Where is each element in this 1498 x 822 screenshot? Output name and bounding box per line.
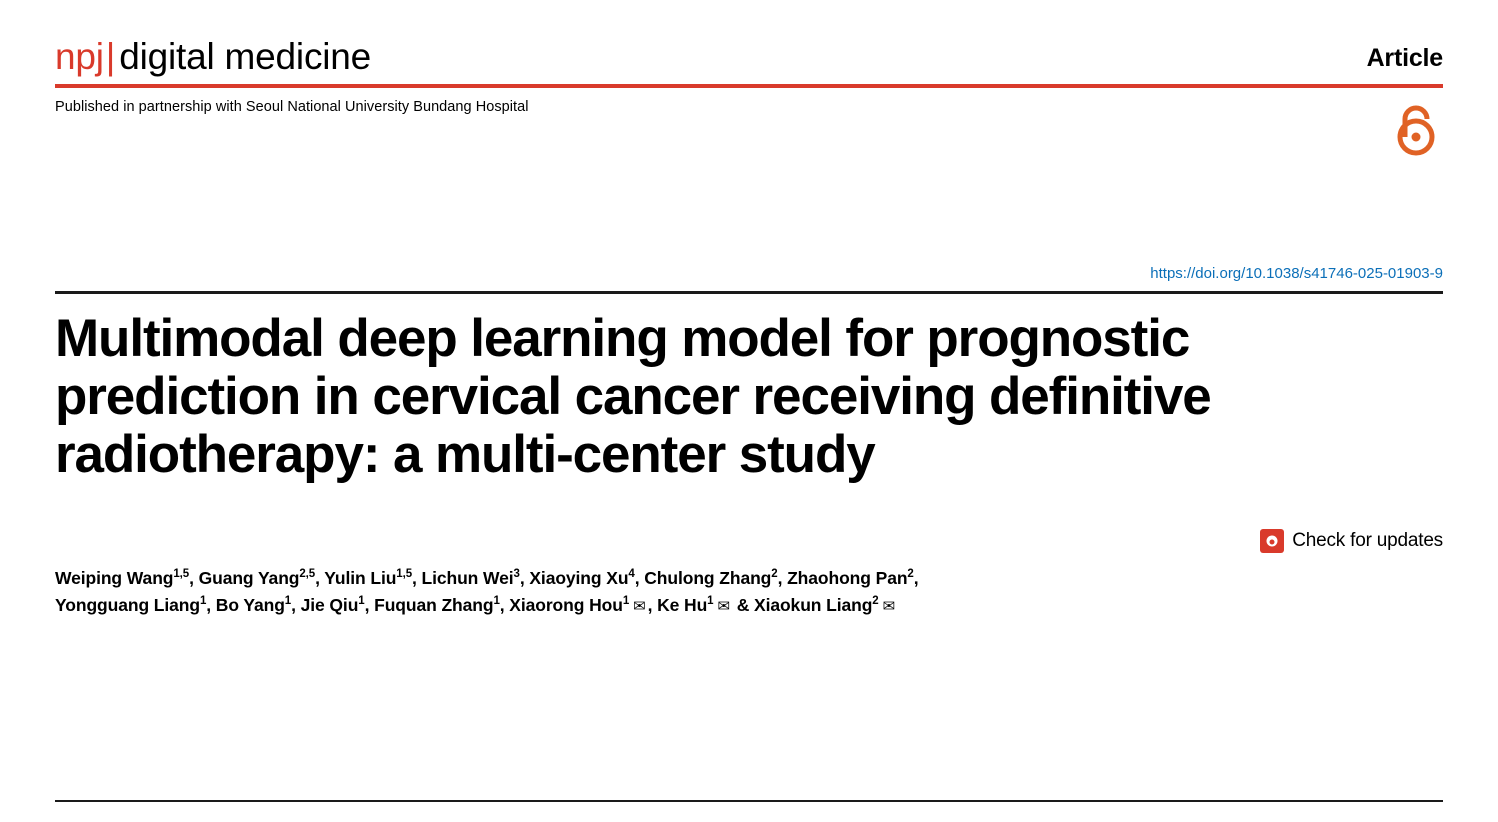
author-name: Bo Yang$^1$ [215, 595, 292, 616]
masthead [55, 0, 1443, 75]
author-affiliation-marker: 1 [358, 595, 365, 608]
author-line-2: Yongguang Liang$^1$, Bo Yang$^1$, Jie Qiu$^1$, Fuquan Zhang$^1$, Xiaorong Hou$^1$ ✉ , Ke Hu$^1$ ✉ & Xiaokun Liang$^2$ ✉ [55, 595, 896, 616]
author-name: Guang Yang$^{2,5}$ [198, 568, 316, 589]
doi-row [55, 265, 1443, 283]
section-divider [55, 800, 1443, 802]
author-name: Lichun Wei$^3$ [421, 568, 520, 589]
crossmark-icon [1260, 529, 1284, 553]
author-affiliation-marker: 1 [493, 595, 500, 608]
author-affiliation-marker: 1 [284, 595, 292, 608]
author-affiliation-marker: 2 [771, 568, 778, 581]
author-name: Weiping Wang$^{1,5}$ [55, 568, 190, 589]
author-list [55, 565, 1443, 619]
partnership-row [55, 99, 1443, 157]
article-type-label: Article [1366, 44, 1443, 72]
envelope-icon[interactable]: ✉ [882, 598, 896, 616]
author-name: Yulin Liu$^{1,5}$ [324, 568, 412, 589]
title-divider [55, 291, 1443, 294]
author-affiliation-marker: 1,5 [396, 568, 412, 581]
author-affiliation-marker: 2,5 [299, 568, 316, 581]
doi-link[interactable]: https://doi.org/10.1038/s41746-025-01903-9 [1150, 265, 1443, 282]
author-name: Xiaokun Liang$^2$ [754, 595, 879, 616]
author-line-1: Weiping Wang$^{1,5}$, Guang Yang$^{2,5}$, Yulin Liu$^{1,5}$, Lichun Wei$^3$, Xiaoying Xu$^4$, Chulong Zhang$^2$, Zhaohong Pan$^2$, [55, 568, 919, 589]
journal-logo-divider: | [105, 36, 116, 77]
author-affiliation-marker: 2 [872, 595, 879, 608]
author-affiliation-marker: 1 [622, 595, 630, 608]
author-affiliation-marker: 2 [907, 568, 914, 581]
page-title: Multimodal deep learning model for prognostic prediction in cervical cancer receiving definitive radiotherapy: a multi-center study [55, 309, 1211, 484]
envelope-icon[interactable]: ✉ [717, 598, 730, 616]
author-name: Fuquan Zhang$^1$ [374, 595, 500, 616]
check-for-updates-badge[interactable] [1260, 529, 1443, 553]
envelope-icon[interactable]: ✉ [633, 598, 646, 616]
check-for-updates-label: Check for updates [1292, 530, 1443, 552]
open-access-icon[interactable] [1393, 99, 1439, 157]
author-name: Zhaohong Pan$^2$ [787, 568, 914, 589]
author-name: Ke Hu$^1$ [657, 595, 714, 616]
journal-logo-npj: npj [55, 36, 104, 77]
author-affiliation-marker: 1 [199, 595, 207, 608]
author-affiliation-marker: 1,5 [173, 568, 190, 581]
journal-logo-name: digital medicine [119, 36, 372, 77]
partnership-statement: Published in partnership with Seoul National University Bundang Hospital [55, 99, 529, 115]
author-name: Xiaoying Xu$^4$ [529, 568, 635, 589]
author-name: Yongguang Liang$^1$ [55, 595, 207, 616]
author-name: Jie Qiu$^1$ [300, 595, 365, 616]
author-affiliation-marker: 3 [513, 568, 520, 581]
author-name: Xiaorong Hou$^1$ [509, 595, 630, 616]
author-affiliation-marker: 4 [628, 568, 635, 581]
check-for-updates-row [55, 529, 1443, 553]
author-name: Chulong Zhang$^2$ [644, 568, 778, 589]
author-affiliation-marker: 1 [707, 595, 714, 608]
journal-logo[interactable] [55, 38, 371, 75]
masthead-divider [55, 84, 1443, 88]
